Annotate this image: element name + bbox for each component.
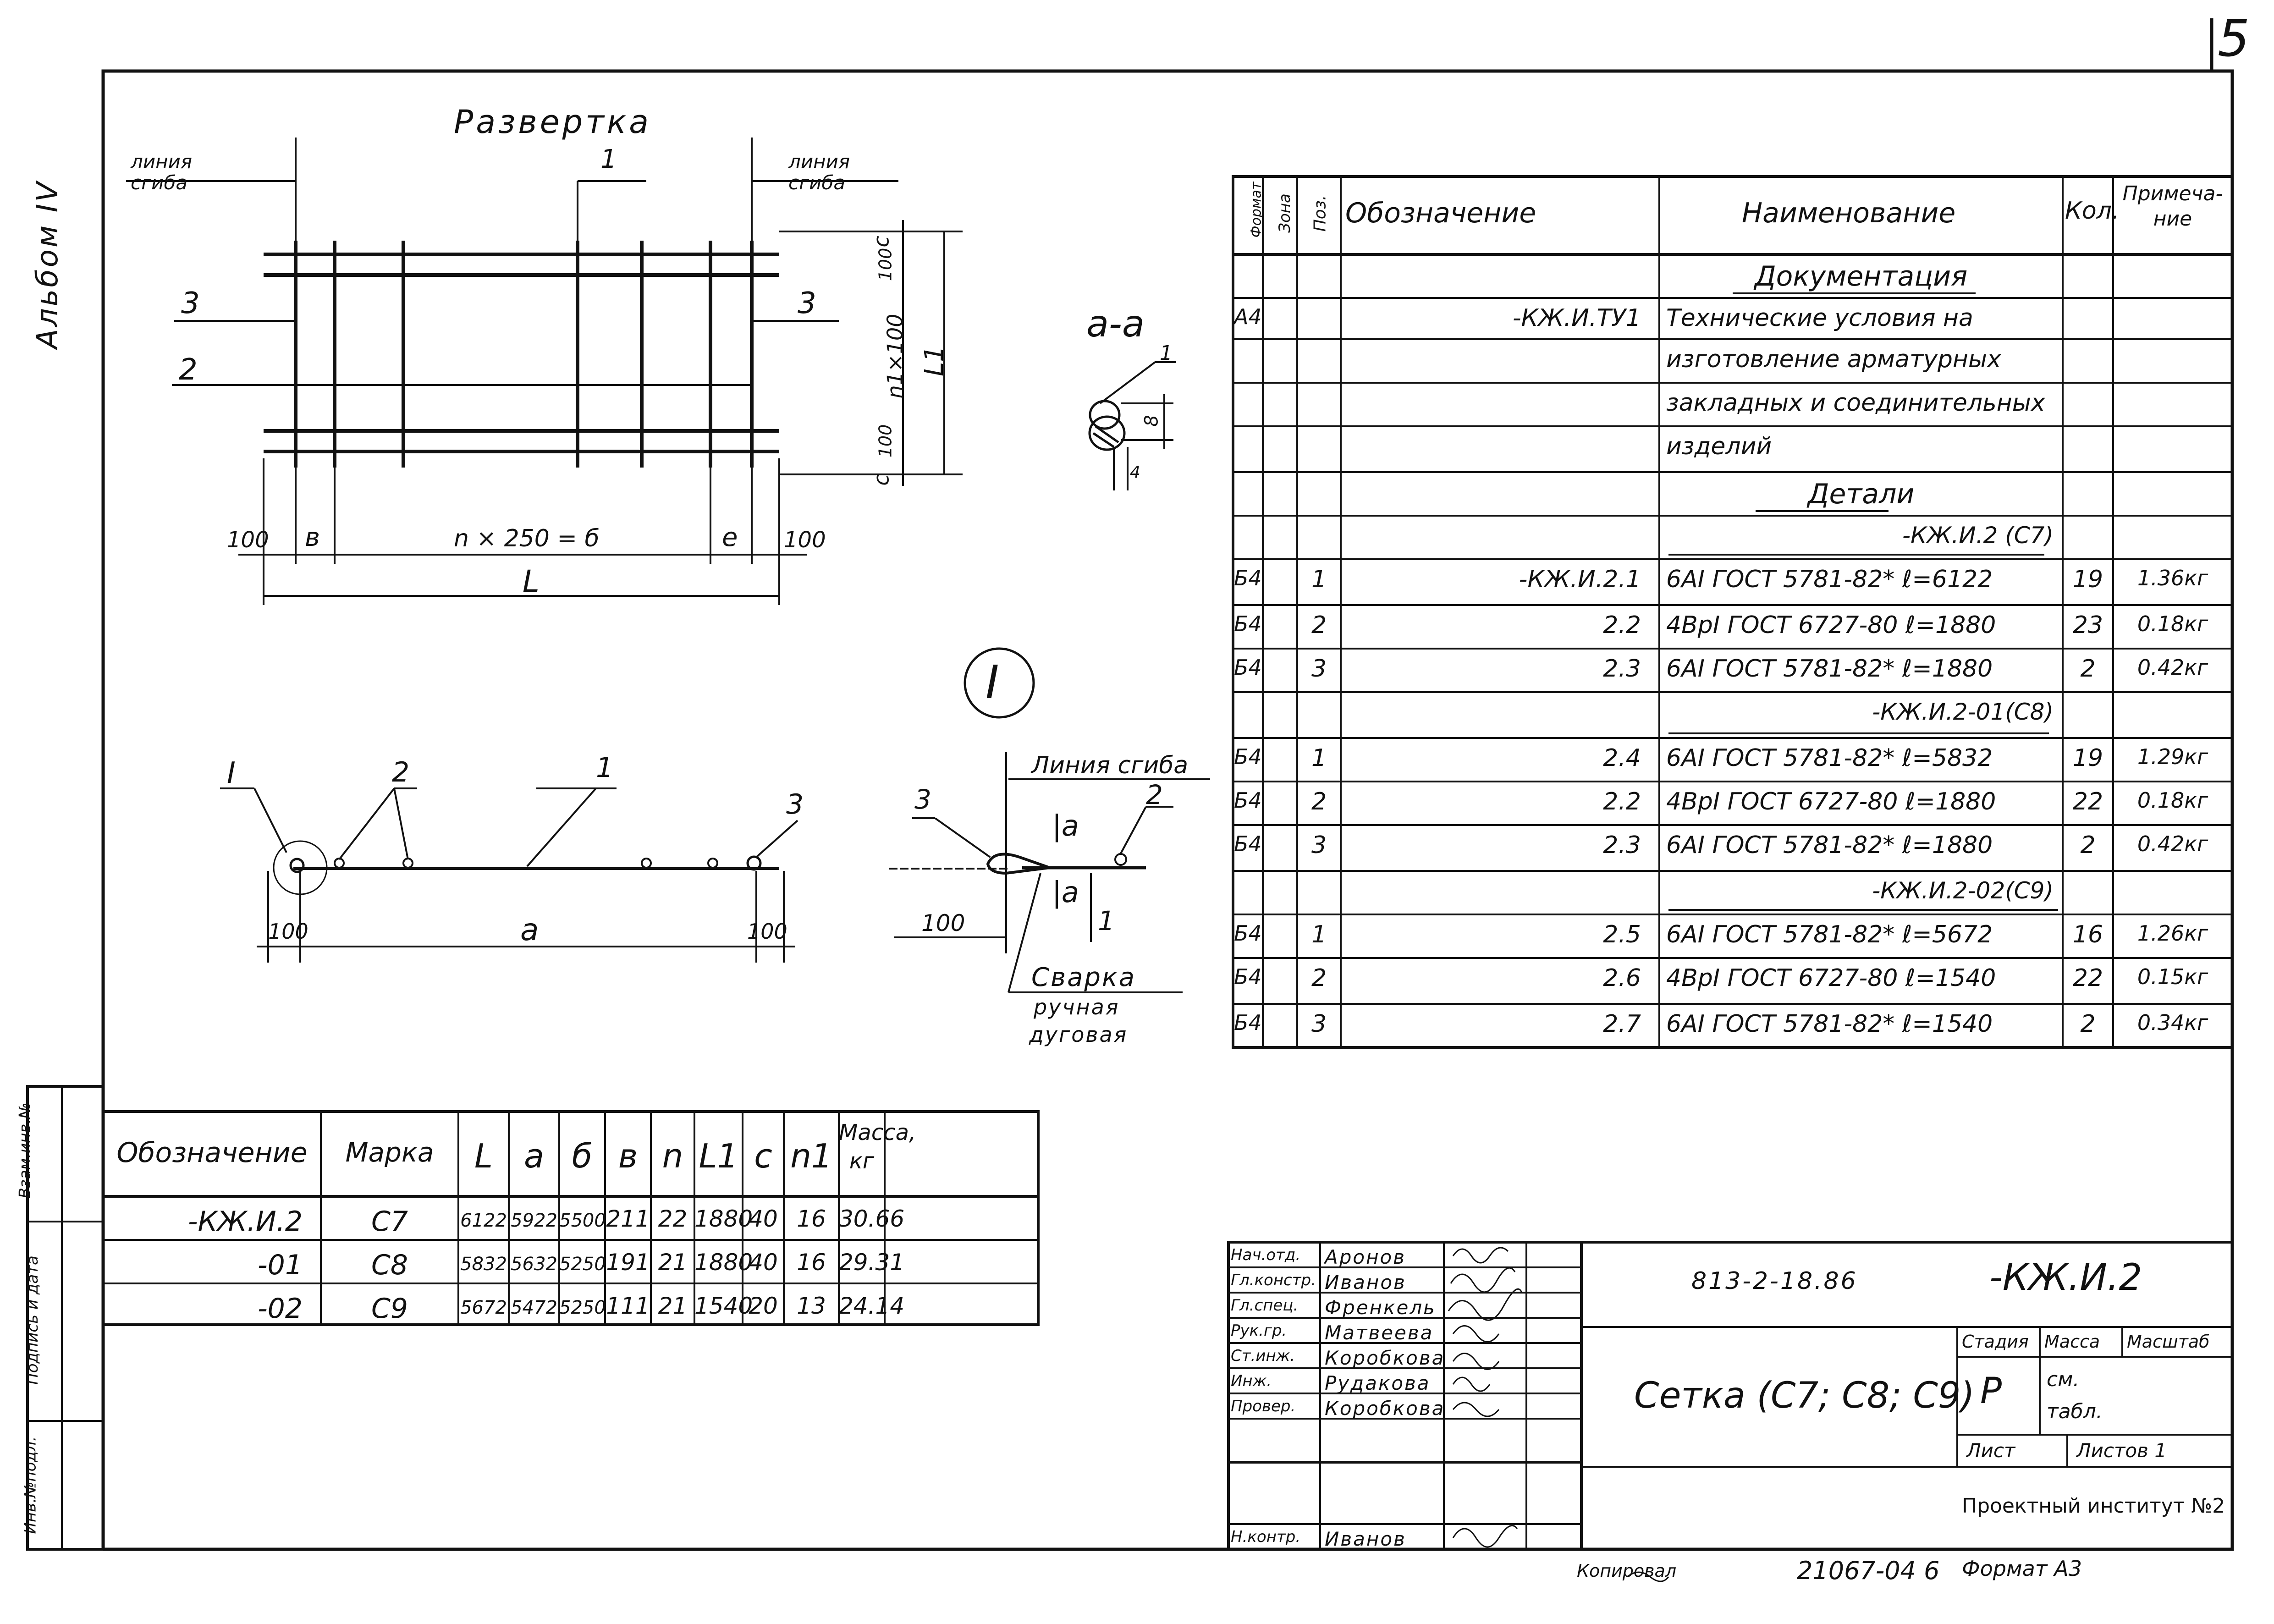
spec-cell-designation: 2.7 — [1603, 1010, 1641, 1038]
param-cell: 20 — [749, 1293, 778, 1319]
param-cell: 5250 — [559, 1254, 606, 1275]
title-block-person: Коробкова — [1325, 1397, 1445, 1420]
spec-cell-pos: 3 — [1311, 831, 1327, 859]
spec-cell-pos: 1 — [1311, 566, 1327, 593]
node-weld-detail-2: дуговая — [1029, 1022, 1128, 1047]
param-cell: 5922 — [511, 1210, 557, 1231]
dim-100-top: 100 — [875, 248, 896, 281]
spec-cell-qty: 2 — [2080, 1010, 2096, 1038]
spec-cell-format: Б4 — [1234, 744, 1262, 769]
param-header: б — [572, 1137, 593, 1175]
side-pos-3: 3 — [786, 788, 804, 820]
section-dim-8: 8 — [1141, 415, 1162, 427]
dim-n1: n1×100 — [882, 314, 908, 399]
mass-value: см. табл. — [2047, 1368, 2103, 1424]
doc-code: -КЖ.И.2 — [1989, 1256, 2142, 1299]
title-block-role: Рук.гр. — [1231, 1321, 1287, 1340]
scale-label: Масштаб — [2127, 1332, 2210, 1352]
param-cell: 40 — [749, 1249, 778, 1276]
title-block-person: Аронов — [1325, 1246, 1406, 1268]
album-label: Альбом IV — [31, 180, 65, 349]
drawing-title: Сетка (С7; С8; С9) — [1634, 1375, 1975, 1416]
dev-pos-2: 2 — [179, 353, 198, 387]
stage-value: Р — [1980, 1371, 2002, 1412]
node-pos-1: 1 — [1098, 905, 1115, 936]
side-node-label: I — [227, 756, 236, 790]
param-cell: 5250 — [559, 1297, 606, 1318]
side-stamp-sign: Подпись и дата — [23, 1255, 42, 1385]
spec-cell-qty: 2 — [2080, 655, 2096, 683]
param-cell: С9 — [371, 1293, 408, 1325]
spec-cell-designation: 2.2 — [1603, 788, 1641, 815]
footer-format: Формат А3 — [1962, 1556, 2082, 1581]
spec-cell-pos: 2 — [1311, 964, 1327, 992]
mass-label: Масса — [2044, 1332, 2100, 1352]
spec-cell-pos: 1 — [1311, 744, 1327, 772]
dim-100-left: 100 — [227, 527, 269, 553]
spec-cell-name: 6AI ГОСТ 5781-82* ℓ=1880 — [1666, 831, 1993, 859]
dim-main: n × 250 = б — [454, 525, 600, 552]
dev-pos-1: 1 — [600, 144, 617, 174]
spec-cell-format: Б4 — [1234, 611, 1262, 636]
spec-cell-format: Б4 — [1234, 964, 1262, 989]
spec-cell-name: 6AI ГОСТ 5781-82* ℓ=1880 — [1666, 655, 1993, 683]
spec-header-format: Формат — [1248, 182, 1265, 238]
spec-cell-designation: 2.5 — [1603, 921, 1641, 948]
spec-cell-format: Б4 — [1234, 1010, 1262, 1035]
title-block-person: Иванов — [1325, 1528, 1406, 1550]
section-dim-4: 4 — [1130, 463, 1140, 482]
side-pos-1: 1 — [596, 752, 614, 784]
spec-header-pos: Поз. — [1310, 195, 1330, 232]
spec-cell-pos: 1 — [1311, 921, 1327, 948]
spec-cell-name: 4BpI ГОСТ 6727-80 ℓ=1880 — [1666, 611, 1996, 639]
param-header: L1 — [699, 1137, 738, 1175]
param-header: Марка — [345, 1137, 434, 1168]
spec-cell-designation: 2.2 — [1603, 611, 1641, 639]
param-cell: 191 — [606, 1249, 650, 1276]
param-cell: 16 — [797, 1249, 826, 1276]
spec-cell-note: 0.34кг — [2137, 1010, 2208, 1035]
side-stamp-inv: Инв.№подл. — [21, 1436, 40, 1534]
dim-100-bot: 100 — [875, 424, 896, 458]
spec-cell-name: 6AI ГОСТ 5781-82* ℓ=6122 — [1666, 566, 1993, 593]
spec-cell-pos: 2 — [1311, 788, 1327, 815]
dim-e: е — [722, 523, 738, 552]
spec-header-name: Наименование — [1742, 197, 1956, 229]
param-cell: -02 — [258, 1293, 303, 1325]
node-title: I — [986, 655, 999, 709]
param-cell: 111 — [606, 1293, 650, 1319]
title-block-person: Матвеева — [1325, 1321, 1434, 1344]
param-cell: С7 — [371, 1206, 408, 1238]
node-bend-line: Линия сгиба — [1031, 752, 1189, 779]
title-block-role: Гл.спец. — [1231, 1296, 1299, 1315]
param-cell: -КЖ.И.2 — [187, 1206, 303, 1238]
dev-pos-3-right: 3 — [798, 286, 816, 320]
spec-cell-name: 4BpI ГОСТ 6727-80 ℓ=1540 — [1666, 964, 1996, 992]
title-block-person: Коробкова — [1325, 1347, 1445, 1369]
side-dim-100-right: 100 — [747, 919, 787, 944]
spec-cell-designation: 2.3 — [1603, 831, 1641, 859]
title-block-role: Нач.отд. — [1231, 1246, 1301, 1264]
title-block-person: Рудакова — [1325, 1372, 1431, 1394]
spec-cell-qty: 2 — [2080, 831, 2096, 859]
sheets-label: Листов 1 — [2076, 1439, 2167, 1462]
spec-cell-designation: -КЖ.И.2.1 — [1519, 566, 1641, 593]
spec-cell-designation: -КЖ.И.ТУ1 — [1512, 304, 1641, 332]
spec-cell-qty: 16 — [2072, 921, 2103, 948]
spec-cell-format: Б4 — [1234, 566, 1262, 590]
spec-cell-pos: 3 — [1311, 655, 1327, 683]
node-dim-100: 100 — [921, 910, 965, 936]
param-header: n1 — [790, 1137, 832, 1175]
spec-cell-subheading: -КЖ.И.2 (С7) — [1902, 522, 2054, 549]
param-cell: 5832 — [460, 1254, 507, 1275]
param-cell: 1540 — [694, 1293, 753, 1319]
node-pos-3: 3 — [914, 784, 931, 815]
stage-label: Стадия — [1962, 1332, 2029, 1352]
spec-cell-qty: 23 — [2072, 611, 2103, 639]
dim-c-top: с — [869, 236, 894, 248]
spec-header-designation: Обозначение — [1345, 197, 1536, 229]
param-header: a — [523, 1137, 545, 1175]
param-header: Обозначение — [116, 1137, 308, 1169]
param-cell: 5500 — [559, 1210, 606, 1231]
title-block-role: Инж. — [1231, 1372, 1272, 1390]
param-cell: 29.31 — [839, 1249, 905, 1276]
spec-cell-heading: Документация — [1754, 260, 1968, 292]
footer-copied: Копировал — [1577, 1561, 1677, 1581]
spec-cell-qty: 22 — [2072, 964, 2103, 992]
spec-cell-format: Б4 — [1234, 921, 1262, 946]
spec-cell-name: 4BpI ГОСТ 6727-80 ℓ=1880 — [1666, 788, 1996, 815]
dim-100-right: 100 — [784, 527, 826, 553]
dim-L: L — [523, 564, 540, 599]
spec-cell-name: 6AI ГОСТ 5781-82* ℓ=1540 — [1666, 1010, 1993, 1038]
spec-cell-note: 0.18кг — [2137, 788, 2208, 813]
spec-cell-qty: 22 — [2072, 788, 2103, 815]
dim-v: в — [305, 523, 320, 552]
param-header: в — [618, 1137, 638, 1175]
param-cell: 13 — [797, 1293, 826, 1319]
param-cell: 16 — [797, 1206, 826, 1232]
param-header: L — [474, 1137, 493, 1175]
param-cell: 40 — [749, 1206, 778, 1232]
node-section-a-bot: |a — [1052, 875, 1079, 909]
spec-cell-format: Б4 — [1234, 788, 1262, 813]
spec-cell-qty: 19 — [2072, 744, 2103, 772]
footer-copy-number: 21067-04 6 — [1797, 1556, 1940, 1585]
spec-header-qty: Кол. — [2065, 197, 2120, 225]
spec-cell-note: 0.15кг — [2137, 964, 2208, 989]
side-pos-2: 2 — [392, 756, 410, 788]
title-block-person: Иванов — [1325, 1271, 1406, 1294]
title-block-role: Ст.инж. — [1231, 1347, 1295, 1365]
spec-cell-subheading: -КЖ.И.2-01(С8) — [1872, 699, 2054, 725]
param-cell: 21 — [658, 1249, 688, 1276]
spec-cell-pos: 2 — [1311, 611, 1327, 639]
spec-cell-note: 1.36кг — [2137, 566, 2208, 590]
spec-cell-subheading: -КЖ.И.2-02(С9) — [1872, 877, 2054, 904]
title-block-role: Провер. — [1231, 1397, 1296, 1415]
dev-pos-3-left: 3 — [181, 286, 200, 320]
spec-cell-note: 0.42кг — [2137, 831, 2208, 856]
spec-cell-note: 1.26кг — [2137, 921, 2208, 946]
node-pos-2: 2 — [1146, 779, 1163, 810]
node-section-a-top: |a — [1052, 809, 1079, 842]
organization: Проектный институт №2 — [1962, 1494, 2225, 1518]
param-cell: 22 — [658, 1206, 688, 1232]
param-cell: 30.66 — [839, 1206, 905, 1232]
side-stamp-replace: Взам.инв.№ — [16, 1102, 34, 1199]
param-cell: 1880 — [694, 1249, 753, 1276]
spec-cell-name: 6AI ГОСТ 5781-82* ℓ=5832 — [1666, 744, 1993, 772]
param-cell: 1880 — [694, 1206, 753, 1232]
param-cell: 5672 — [460, 1297, 507, 1318]
dim-c-bot: с — [869, 474, 894, 486]
spec-cell-designation: 2.4 — [1603, 744, 1641, 772]
spec-cell-format: Б4 — [1234, 831, 1262, 856]
param-cell: 21 — [658, 1293, 688, 1319]
sheet-label: Лист — [1966, 1439, 2015, 1462]
spec-cell-name: закладных и соединительных — [1666, 389, 2045, 417]
bend-line-right-label: линия сгиба — [788, 150, 850, 194]
spec-cell-format: Б4 — [1234, 655, 1262, 680]
spec-cell-name: изготовление арматурных — [1666, 346, 2001, 373]
section-pos-1: 1 — [1160, 341, 1173, 365]
sheet-number: 5 — [2218, 9, 2250, 68]
title-block-person: Френкель — [1325, 1296, 1436, 1319]
spec-header-zone: Зона — [1275, 193, 1294, 233]
spec-cell-name: 6AI ГОСТ 5781-82* ℓ=5672 — [1666, 921, 1993, 948]
param-cell: С8 — [371, 1249, 408, 1281]
param-cell: 24.14 — [839, 1293, 905, 1319]
spec-cell-heading: Детали — [1807, 478, 1915, 510]
development-title: Развертка — [454, 103, 652, 141]
spec-cell-designation: 2.6 — [1603, 964, 1641, 992]
param-cell: 6122 — [460, 1210, 507, 1231]
param-cell: 211 — [606, 1206, 650, 1232]
section-title: а-а — [1086, 303, 1145, 345]
title-block-role: Гл.констр. — [1231, 1271, 1316, 1289]
spec-cell-pos: 3 — [1311, 1010, 1327, 1038]
param-cell: 5472 — [511, 1297, 557, 1318]
spec-cell-name: Технические условия на — [1666, 304, 1973, 332]
spec-cell-name: изделий — [1666, 433, 1772, 460]
spec-header-note: Примеча-ние — [2122, 182, 2223, 231]
param-header: Масса, кг — [839, 1120, 916, 1174]
spec-cell-note: 1.29кг — [2137, 744, 2208, 769]
node-weld-detail-1: ручная — [1034, 995, 1120, 1019]
spec-cell-format: А4 — [1234, 304, 1262, 329]
param-cell: -01 — [258, 1249, 303, 1281]
param-cell: 5632 — [511, 1254, 557, 1275]
side-dim-100-left: 100 — [268, 919, 308, 944]
spec-cell-qty: 19 — [2072, 566, 2103, 593]
spec-cell-designation: 2.3 — [1603, 655, 1641, 683]
side-dim-a: a — [520, 912, 539, 947]
project-code: 813-2-18.86 — [1691, 1267, 1858, 1295]
title-block-role: Н.контр. — [1231, 1528, 1301, 1546]
spec-cell-note: 0.18кг — [2137, 611, 2208, 636]
bend-line-left-label: линия сгиба — [131, 150, 193, 194]
dim-L1: L1 — [919, 346, 949, 376]
param-header: n — [662, 1137, 683, 1175]
param-header: с — [754, 1137, 772, 1175]
spec-cell-note: 0.42кг — [2137, 655, 2208, 680]
node-weld: Сварка — [1031, 963, 1136, 992]
